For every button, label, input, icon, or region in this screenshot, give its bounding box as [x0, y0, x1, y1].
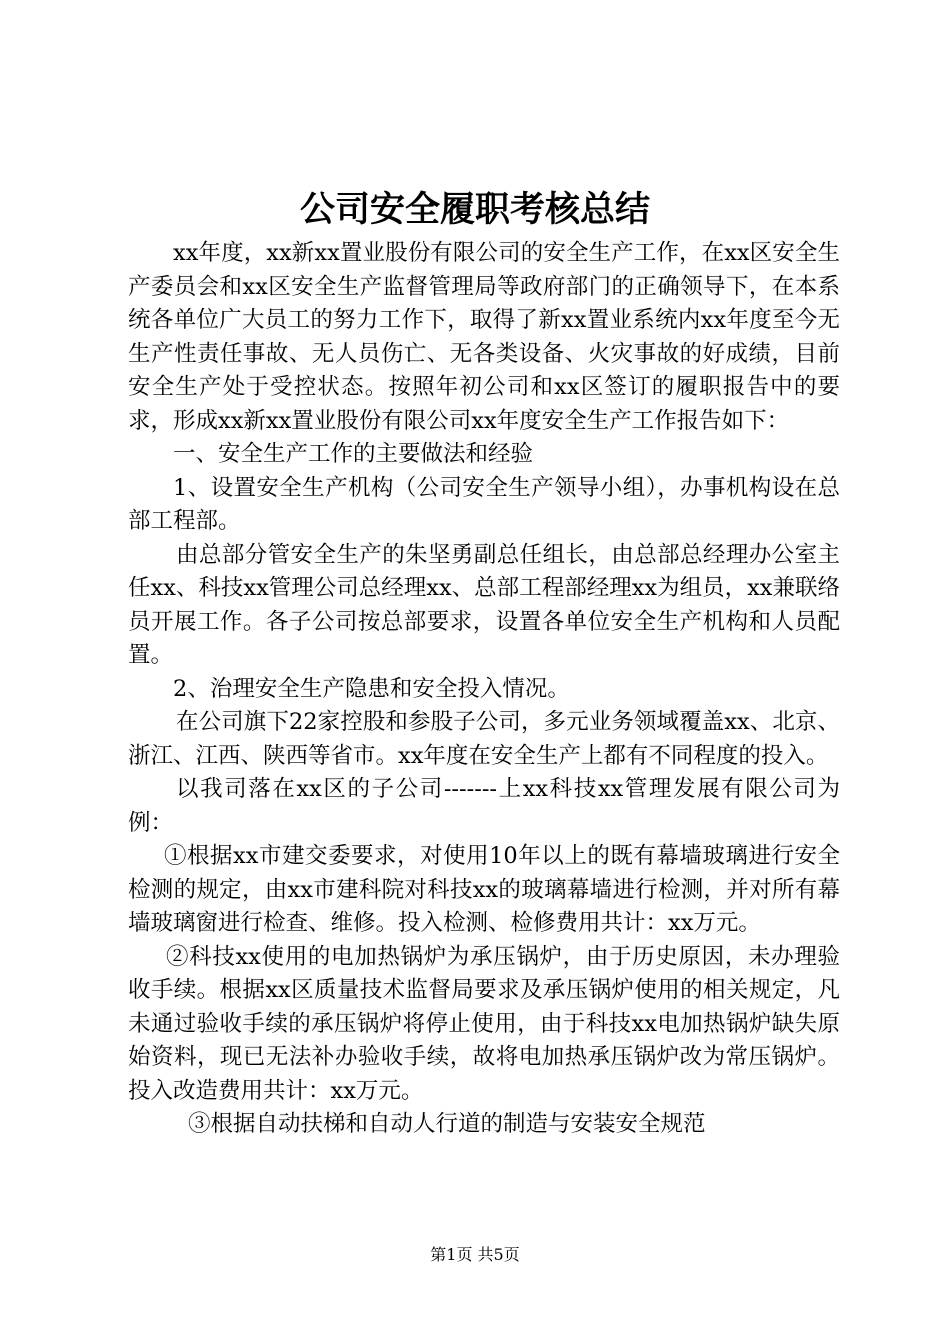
document-title: 公司安全履职考核总结 — [299, 190, 650, 230]
document-body — [128, 237, 840, 1142]
item-circled-2: ②科技xx使用的电加热锅炉为承压锅炉，由于历史原因，未办理验收手续。根据xx区质量技术监督局要求及承压锅炉使用的相关规定，凡未通过验收手续的承压锅炉将停止使用，由于科技xx电加热锅炉缺失原始资料，现已无法补办验收手续，故将电加热承压锅炉改为常压锅炉。投入改造费用共计：xx万元。 — [128, 943, 840, 1104]
paragraph-org: 由总部分管安全生产的朱坚勇副总任组长，由总部总经理办公室主任xx、科技xx管理公司总经理xx、总部工程部经理xx为组员，xx兼联络员开展工作。各子公司按总部要求，设置各单位安全生产机构和人员配置。 — [128, 541, 840, 668]
item-circled-3: ③根据自动扶梯和自动人行道的制造与安装安全规范 — [188, 1111, 706, 1137]
paragraph-intro: xx年度，xx新xx置业股份有限公司的安全生产工作，在xx区安全生产委员会和xx区安全生产监督管理局等政府部门的正确领导下，在本系统各单位广大员工的努力工作下，取得了新xx置业系统内xx年度至今无生产性责任事故、无人员伤亡、无各类设备、火灾事故的好成绩，目前安全生产处于受控状态。按照年初公司和xx区签订的履职报告中的要求，形成xx新xx置业股份有限公司xx年度安全生产工作报告如下： — [128, 240, 840, 434]
item-1: 1、设置安全生产机构（公司安全生产领导小组），办事机构设在总部工程部。 — [128, 474, 840, 534]
item-2: 2、治理安全生产隐患和安全投入情况。 — [173, 675, 570, 702]
page-footer: 第1页 共5页 — [430, 1245, 520, 1264]
paragraph-subsidiaries: 在公司旗下22家控股和参股子公司，多元业务领域覆盖xx、北京、浙江、江西、陕西等省市。xx年度在安全生产上都有不同程度的投入。 — [128, 709, 840, 769]
section-heading-1: 一、安全生产工作的主要做法和经验 — [173, 441, 534, 467]
paragraph-example: 以我司落在xx区的子公司-------上xx科技xx管理发展有限公司为例： — [128, 776, 840, 836]
item-circled-1: ①根据xx市建交委要求，对使用10年以上的既有幕墙玻璃进行安全检测的规定，由xx市建科院对科技xx的玻璃幕墙进行检测，并对所有幕墙玻璃窗进行检查、维修。投入检测、检修费用共计：xx万元。 — [128, 843, 840, 936]
